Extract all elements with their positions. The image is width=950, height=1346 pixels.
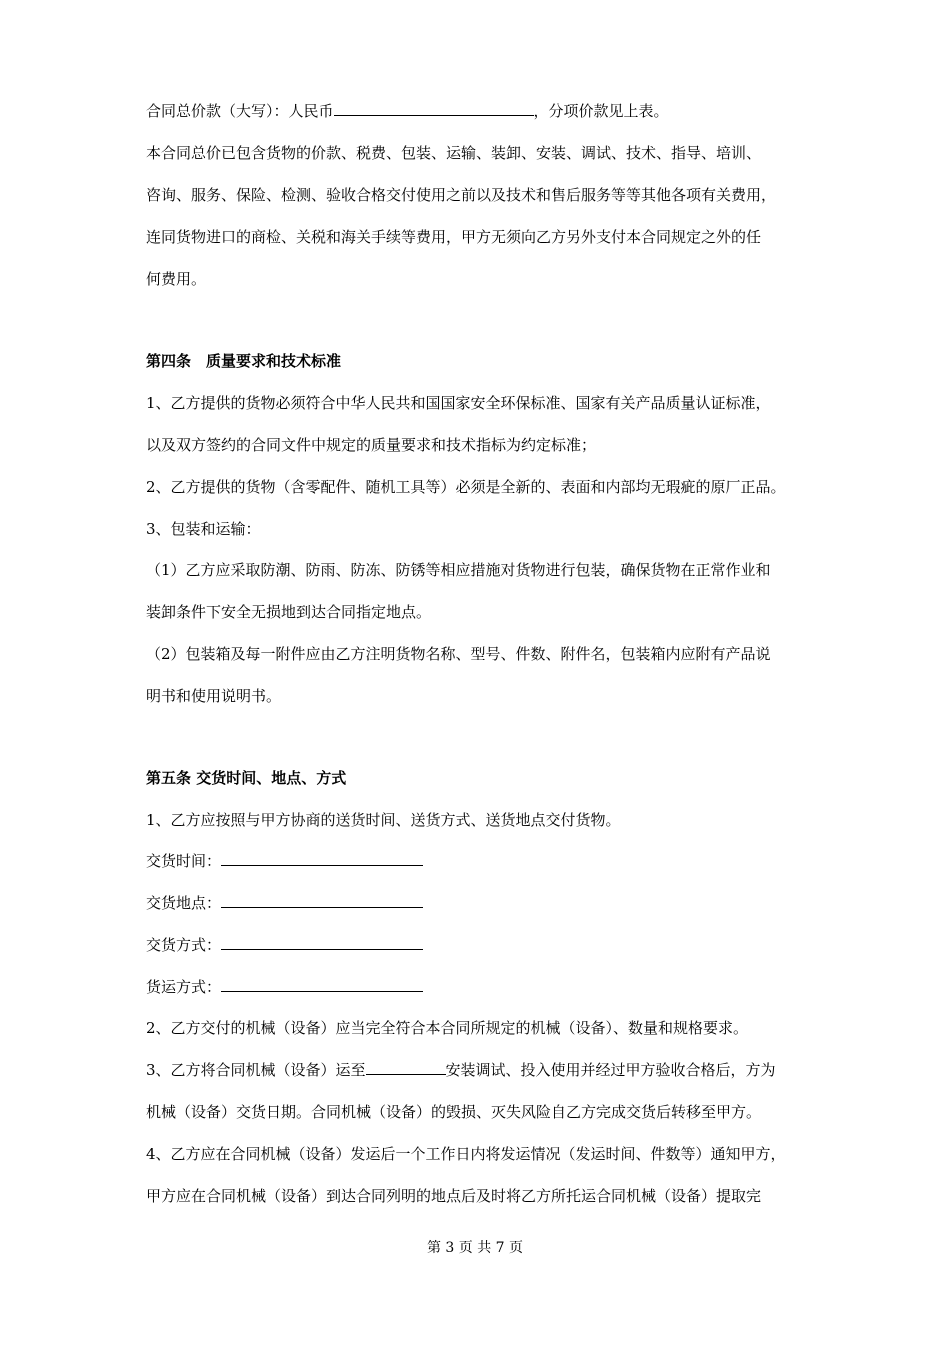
page-footer: 第 3 页 共 7 页 xyxy=(426,1240,524,1256)
article-5-heading: 第五条 交货时间、地点、方式 xyxy=(146,769,347,787)
delivery-time-blank[interactable] xyxy=(221,851,423,866)
total-price-label: 合同总价款（大写）：人民币 xyxy=(146,102,334,120)
paragraph-line: 3、包装和运输： xyxy=(146,520,261,538)
shipping-method-label: 货运方式： xyxy=(146,978,222,996)
paragraph-line: 1、乙方应按照与甲方协商的送货时间、送货方式、送货地点交付货物。 xyxy=(146,811,621,829)
delivery-place-field xyxy=(146,893,810,913)
transport-destination-suffix: 安装调试、投入使用并经过甲方验收合格后，方为 xyxy=(445,1061,776,1079)
delivery-method-field xyxy=(146,935,810,955)
paragraph-line: 2、乙方提供的货物（含零配件、随机工具等）必须是全新的、表面和内部均无瑕疵的原厂正品。 xyxy=(146,478,786,496)
transport-destination-line xyxy=(146,1060,810,1080)
paragraph-line: 装卸条件下安全无损地到达合同指定地点。 xyxy=(146,603,432,621)
delivery-method-blank[interactable] xyxy=(221,935,423,950)
total-price-blank[interactable] xyxy=(334,101,534,116)
total-price-line xyxy=(146,101,810,121)
delivery-time-field xyxy=(146,851,810,871)
total-price-suffix: ，分项价款见上表。 xyxy=(533,102,669,120)
paragraph-line: 明书和使用说明书。 xyxy=(146,687,282,705)
paragraph-line: 1、乙方提供的货物必须符合中华人民共和国国家安全环保标准、国家有关产品质量认证标准， xyxy=(146,394,771,412)
shipping-method-field xyxy=(146,977,810,997)
paragraph-line: 2、乙方交付的机械（设备）应当完全符合本合同所规定的机械（设备）、数量和规格要求。 xyxy=(146,1019,749,1037)
delivery-place-label: 交货地点： xyxy=(146,894,222,912)
paragraph-line: 咨询、服务、保险、检测、验收合格交付使用之前以及技术和售后服务等等其他各项有关费用， xyxy=(146,186,777,204)
shipping-method-blank[interactable] xyxy=(221,977,423,992)
delivery-time-label: 交货时间： xyxy=(146,852,222,870)
paragraph-line: 以及双方签约的合同文件中规定的质量要求和技术指标为约定标准； xyxy=(146,436,597,454)
paragraph-line: 甲方应在合同机械（设备）到达合同列明的地点后及时将乙方所托运合同机械（设备）提取完 xyxy=(146,1187,762,1205)
delivery-method-label: 交货方式： xyxy=(146,936,222,954)
paragraph-line: （2）包装箱及每一附件应由乙方注明货物名称、型号、件数、附件名，包装箱内应附有产品说 xyxy=(146,645,771,663)
paragraph-line: 本合同总价已包含货物的价款、税费、包装、运输、装卸、安装、调试、技术、指导、培训、 xyxy=(146,144,762,162)
transport-destination-blank[interactable] xyxy=(366,1060,446,1075)
delivery-place-blank[interactable] xyxy=(221,893,423,908)
paragraph-line: 4、乙方应在合同机械（设备）发运后一个工作日内将发运情况（发运时间、件数等）通知甲方， xyxy=(146,1145,786,1163)
article-4-heading: 第四条 质量要求和技术标准 xyxy=(146,352,342,370)
paragraph-line: 连同货物进口的商检、关税和海关手续等费用，甲方无须向乙方另外支付本合同规定之外的任 xyxy=(146,228,762,246)
transport-destination-label: 3、乙方将合同机械（设备）运至 xyxy=(146,1061,366,1079)
paragraph-line: 机械（设备）交货日期。合同机械（设备）的毁损、灭失风险自乙方完成交货后转移至甲方。 xyxy=(146,1103,762,1121)
paragraph-line: （1）乙方应采取防潮、防雨、防冻、防锈等相应措施对货物进行包装，确保货物在正常作业和 xyxy=(146,561,771,579)
paragraph-line: 何费用。 xyxy=(146,270,207,288)
